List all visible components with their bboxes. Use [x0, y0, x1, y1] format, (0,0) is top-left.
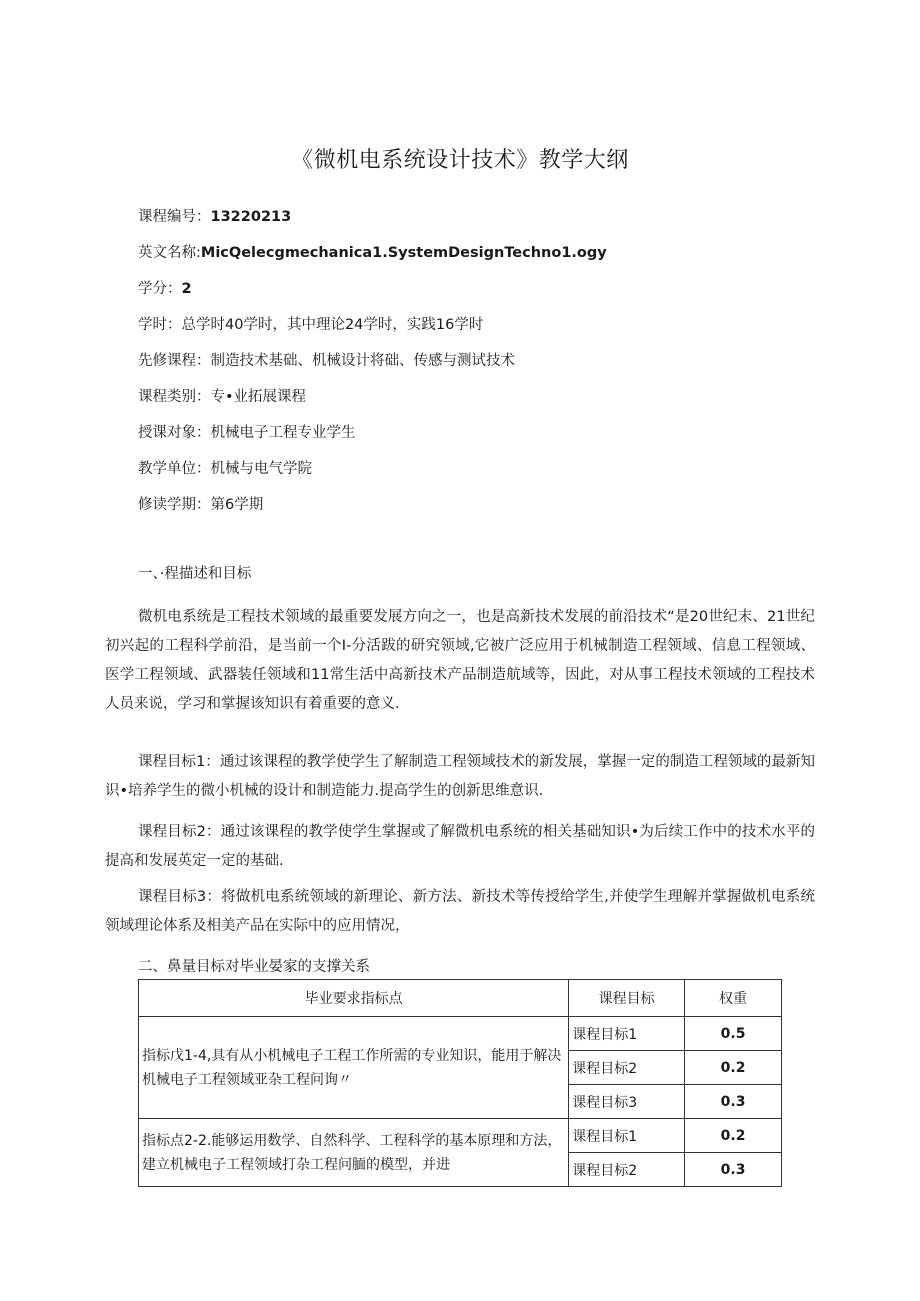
column-header: 权重 [685, 980, 782, 1017]
weight-cell: 0.2 [685, 1119, 782, 1153]
indicator-cell: 指标点2-2.能够运用数学、自然科学、工程科学的基本原理和方法，建立机械电子工程领域打杂工程问腼的模型，并进 [139, 1119, 569, 1187]
meta-course-code [138, 207, 291, 227]
meta-unit [138, 459, 312, 479]
meta-value: 机械与电气学院 [210, 461, 312, 477]
support-table [138, 979, 782, 1187]
meta-label: 先修课程： [138, 353, 211, 369]
meta-value: 2 [181, 281, 192, 297]
meta-value: 第6学期 [210, 497, 264, 513]
meta-prerequisites [138, 351, 515, 371]
meta-credits [138, 279, 192, 299]
section-heading-description: 一、·程描述和目标 [138, 566, 252, 582]
column-header: 毕业要求指标点 [139, 980, 569, 1017]
meta-label: 修读学期： [138, 497, 211, 513]
meta-label: 授课对象： [138, 425, 211, 441]
column-header: 课程目标 [569, 980, 685, 1017]
weight-cell: 0.5 [685, 1017, 782, 1051]
weight-cell: 0.3 [685, 1153, 782, 1187]
meta-label: 课程类别： [138, 389, 211, 405]
goal-cell: 课程目标1 [569, 1017, 685, 1051]
meta-value: 机械电子工程专业学生 [210, 425, 356, 441]
goal-cell: 课程目标2 [569, 1051, 685, 1085]
paragraph-overview: 微机电系统是工程技术领域的最重要发展方向之一，也是高新技术发展的前沿技术“是20世纪末、21世纪初兴起的工程科学前沿，是当前一个I-分活跋的研究领域,它被广泛应用于机械制造工程领域、信息工程领域、医学工程领域、武器装任领域和11常生活中高新技术产品制造航域等，因此，对从事工程技术领域的工程技术人员来说，学习和掌握该知识有着重要的意义. [105, 609, 815, 712]
meta-value: MicQelecgmechanica1.SystemDesignTechno1.ogy [200, 245, 607, 261]
meta-english-name [138, 243, 607, 263]
goal-cell: 课程目标1 [569, 1119, 685, 1153]
meta-label: 教学单位： [138, 461, 211, 477]
indicator-cell: 指标戊1-4,具有从小机械电子工程工作所需的专业知识，能用于解决机械电子工程领域亚杂工程问询〃 [139, 1017, 569, 1119]
weight-cell: 0.3 [685, 1085, 782, 1119]
meta-label: 学时： [138, 317, 182, 333]
meta-audience [138, 423, 356, 443]
paragraph-goal-2: 课程目标2：通过该课程的教学使学生掌握或了解微机电系统的相关基础知识•为后续工作中的技术水平的提高和发展英定一定的基础. [105, 824, 815, 869]
meta-category [138, 387, 306, 407]
paragraph-goal-1: 课程目标1：通过该课程的教学使学生了解制造工程领域技术的新发展，掌握一定的制造工程领域的最新知识•培养学生的微小机械的设计和制造能力.提高学生的创新思维意识. [105, 754, 815, 799]
table-row [139, 1017, 782, 1051]
table-row [139, 1119, 782, 1153]
paragraph-goal-3: 课程目标3：将做机电系统领域的新理论、新方法、新技术等传授给学生,并使学生理解并掌握做机电系统领域理论体系及相美产品在实际中的应用情况， [105, 889, 815, 934]
goal-cell: 课程目标2 [569, 1153, 685, 1187]
goal-cell: 课程目标3 [569, 1085, 685, 1119]
meta-semester [138, 495, 263, 515]
meta-value: 13220213 [210, 209, 292, 225]
meta-value: 总学时40学时，其中理论24学时，实践16学时 [181, 317, 484, 333]
meta-label: 学分： [138, 281, 182, 297]
meta-label: 课程编号： [138, 209, 211, 225]
document-title: 《微机电系统设计技术》教学大纲 [291, 148, 629, 173]
table-header-row [139, 980, 782, 1017]
meta-hours [138, 315, 483, 335]
weight-cell: 0.2 [685, 1051, 782, 1085]
meta-label: 英文名称: [138, 245, 201, 261]
section-heading-support: 二、鼻量目标对毕业晏家的支撑关系 [138, 959, 370, 975]
meta-value: 制造技术基础、机械设计将础、传感与测试技术 [210, 353, 515, 369]
meta-value: 专•业拓展课程 [210, 389, 307, 405]
